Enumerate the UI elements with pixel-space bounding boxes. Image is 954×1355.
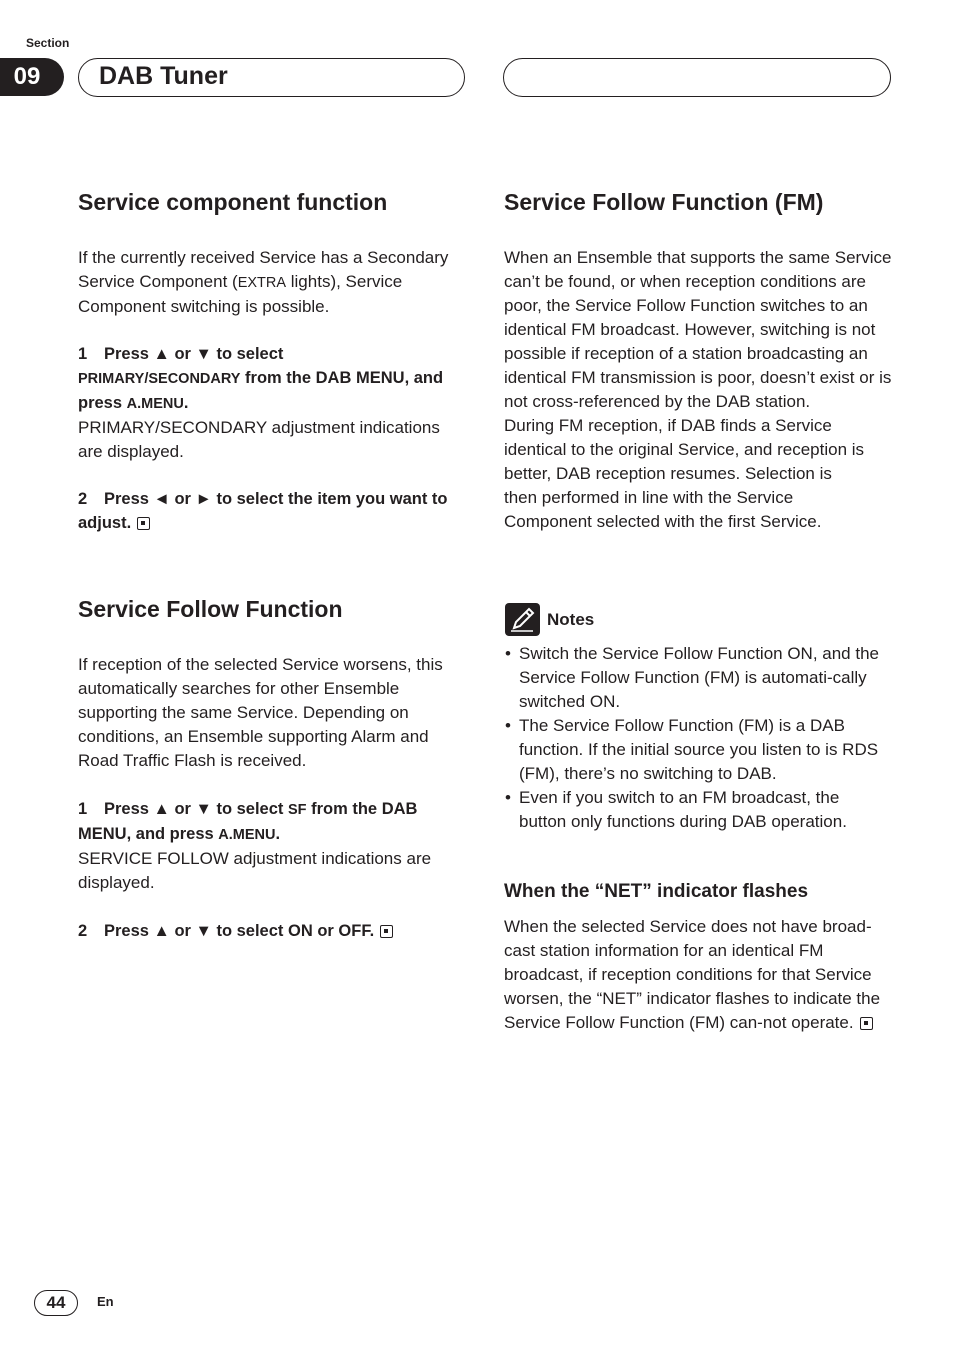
end-mark-icon [137, 517, 150, 530]
net-indicator-section [504, 880, 894, 1035]
service-component-heading: Service component function [78, 189, 388, 215]
notes-pencil-icon [505, 603, 540, 636]
follow-step-2: 2 Press ▲ or ▼ to select ON or OFF. [78, 919, 468, 943]
service-follow-fm-para-1: When an Ensemble that supports the same Service can’t be found, or when reception conditions are poor, the Service Follow Function switches to an identical FM broadcast. However, switching is not possible if reception of a station broadcasting an identical FM transmission is poor, doesn’t exist or is not cross-referenced by the DAB station. [504, 248, 892, 411]
follow-step-1: 1 Press ▲ or ▼ to select SF from the DAB MENU, and press A.MENU. [78, 800, 418, 843]
note-item: • Even if you switch to an FM broadcast, the button only functions during DAB operation. [504, 786, 889, 834]
extra-indicator: EXTRA [237, 275, 287, 291]
section-label: Section [26, 36, 70, 50]
component-step-1: 1 Press ▲ or ▼ to select PRIMARY/SECONDARY from the DAB MENU, and press A.MENU. [78, 345, 444, 412]
language-label: En [97, 1294, 114, 1309]
service-follow-section [78, 595, 468, 943]
service-follow-fm-section [504, 188, 894, 534]
notes-label: Notes [547, 610, 595, 629]
service-follow-fm-para-2: During FM reception, if DAB finds a Service identical to the original Service, and reception is better, DAB reception resumes. Selection is then performed in line with the Service Component selected with the first Service. [504, 416, 865, 531]
follow-step-1-result: SERVICE FOLLOW adjustment indications are displayed. [78, 849, 432, 892]
end-mark-icon [380, 925, 393, 938]
end-mark-icon [860, 1017, 873, 1030]
notes-list [504, 642, 889, 834]
note-item: • Switch the Service Follow Function ON, and the Service Follow Function (FM) is automati-cally switched ON. [504, 642, 889, 714]
service-component-section [78, 188, 468, 535]
service-follow-fm-heading: Service Follow Function (FM) [504, 189, 824, 215]
service-follow-intro: If reception of the selected Service worsens, this automatically searches for other Ensemble supporting the same Service. Depending on conditions, an Ensemble supporting Alarm and Road Traffic Flash is received. [78, 655, 443, 770]
net-indicator-heading: When the “NET” indicator flashes [504, 881, 809, 902]
net-indicator-text: When the selected Service does not have broad-cast station information for an identical FM broadcast, if reception conditions for that Service worsen, the “NET” indicator flashes to indicate the Service Follow Function (FM) can-not operate. [504, 917, 881, 1032]
chapter-title: DAB Tuner [78, 58, 465, 97]
component-step-2: 2 Press ◄ or ► to select the item you want to adjust. [78, 490, 448, 532]
page-number: 44 [34, 1290, 78, 1316]
header-empty-frame [503, 58, 891, 97]
note-item: • The Service Follow Function (FM) is a DAB function. If the initial source you listen to is RDS (FM), there’s no switching to DAB. [504, 714, 889, 786]
service-component-intro: If the currently received Service has a Secondary Service Component (EXTRA lights), Service Component switching is possible. [78, 248, 449, 316]
component-step-1-result: PRIMARY/SECONDARY adjustment indications are displayed. [78, 418, 440, 461]
section-number-badge: 09 [0, 58, 64, 96]
service-follow-heading: Service Follow Function [78, 596, 343, 622]
